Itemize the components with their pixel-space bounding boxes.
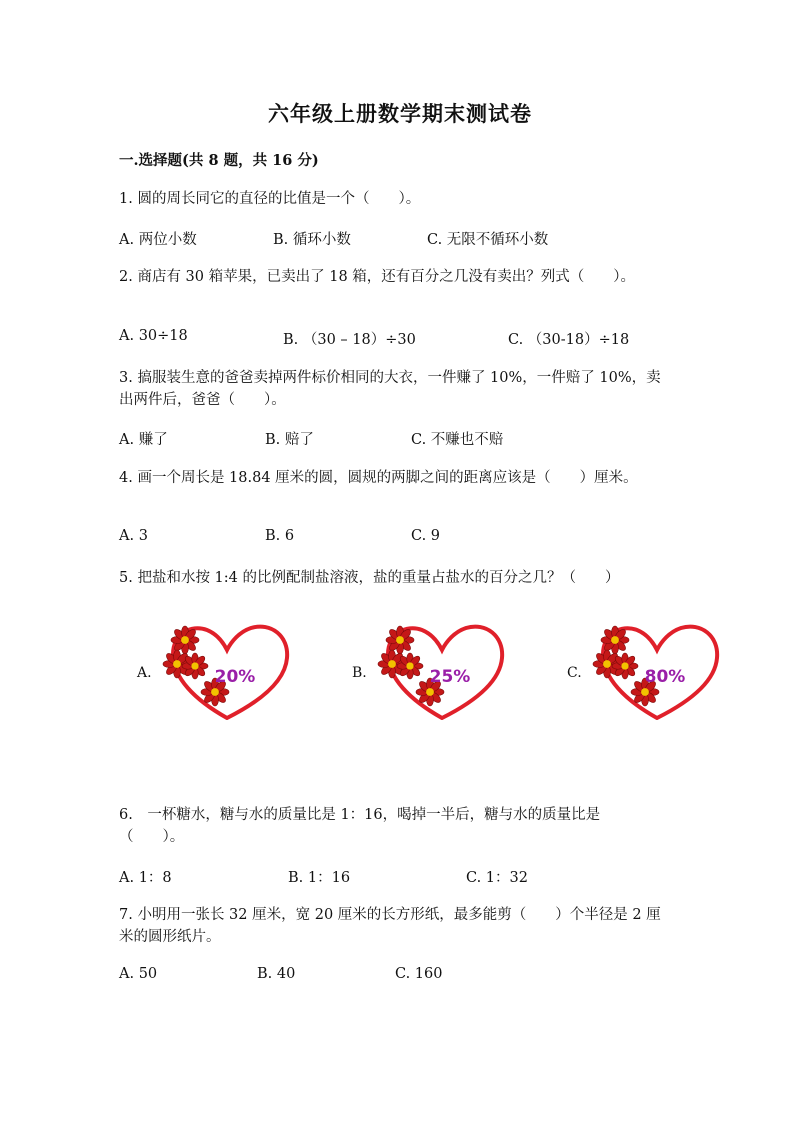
question-3: 3. 搞服装生意的爸爸卖掉两件标价相同的大衣，一件赚了 10%，一件赔了 10%，卖出两件后，爸爸（ ）。 xyxy=(119,370,661,408)
q1-option-a[interactable]: A. 两位小数 xyxy=(119,232,197,248)
q4-option-c[interactable]: C. 9 xyxy=(411,528,441,544)
q7-option-a[interactable]: A. 50 xyxy=(119,966,158,982)
percent-value: 20% xyxy=(214,667,256,687)
option-label: A. xyxy=(137,665,152,681)
question-1: 1. 圆的周长同它的直径的比值是一个（ ）。 xyxy=(119,191,421,207)
q1-option-b[interactable]: B. 循环小数 xyxy=(273,232,351,248)
question-7: 7. 小明用一张长 32 厘米，宽 20 厘米的长方形纸，最多能剪（ ）个半径是 2 厘米的圆形纸片。 xyxy=(119,907,661,945)
q2-option-b[interactable]: B. （30 – 18）÷30 xyxy=(283,332,416,348)
q7-option-b[interactable]: B. 40 xyxy=(257,966,296,982)
flower-icon xyxy=(182,653,208,679)
flower-icon xyxy=(386,626,414,654)
heart-with-flowers-icon xyxy=(370,620,510,720)
q3-option-c[interactable]: C. 不赚也不赔 xyxy=(411,432,504,448)
section-heading: 一.选择题(共 8 题，共 16 分) xyxy=(119,152,319,169)
page-title: 六年级上册数学期末测试卷 xyxy=(268,101,532,126)
heart-with-flowers-icon xyxy=(585,620,725,720)
q4-option-a[interactable]: A. 3 xyxy=(119,528,148,544)
question-6: 6. 一杯糖水，糖与水的质量比是 1：16，喝掉一半后，糖与水的质量比是（ ）。 xyxy=(119,807,601,845)
flower-icon xyxy=(171,626,199,654)
q4-option-b[interactable]: B. 6 xyxy=(265,528,295,544)
q7-option-c[interactable]: C. 160 xyxy=(395,966,443,982)
q6-option-c[interactable]: C. 1：32 xyxy=(466,870,528,886)
percent-value: 25% xyxy=(429,667,471,687)
flower-icon xyxy=(601,626,629,654)
q6-option-a[interactable]: A. 1：8 xyxy=(119,870,172,886)
question-5: 5. 把盐和水按 1:4 的比例配制盐溶液，盐的重量占盐水的百分之几？（ ） xyxy=(119,570,620,586)
heart-with-flowers-icon xyxy=(155,620,295,720)
flower-icon xyxy=(397,653,423,679)
q3-option-b[interactable]: B. 赔了 xyxy=(265,432,314,448)
q2-option-a[interactable]: A. 30÷18 xyxy=(119,328,188,344)
q1-option-c[interactable]: C. 无限不循环小数 xyxy=(427,232,549,248)
q6-option-b[interactable]: B. 1：16 xyxy=(288,870,351,886)
option-label: C. xyxy=(567,665,582,681)
q5-option-b[interactable] xyxy=(352,620,552,720)
flower-icon xyxy=(612,653,638,679)
question-4: 4. 画一个周长是 18.84 厘米的圆，圆规的两脚之间的距离应该是（ ）厘米。 xyxy=(119,470,638,486)
option-label: B. xyxy=(352,665,367,681)
q5-option-c[interactable] xyxy=(567,620,767,720)
percent-value: 80% xyxy=(644,667,686,687)
q5-option-a[interactable] xyxy=(137,620,337,720)
q2-option-c[interactable]: C. （30-18）÷18 xyxy=(508,332,630,348)
question-2: 2. 商店有 30 箱苹果，已卖出了 18 箱，还有百分之几没有卖出？列式（ ）。 xyxy=(119,269,636,285)
q3-option-a[interactable]: A. 赚了 xyxy=(119,432,168,448)
